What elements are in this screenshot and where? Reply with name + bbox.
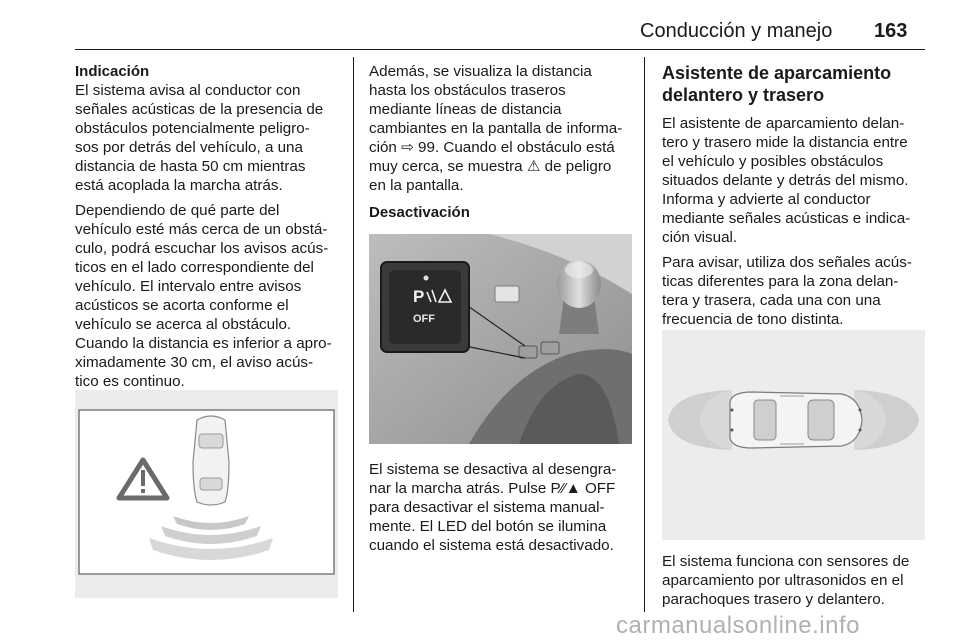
text-line: mediante señales acústicas e indica-: [662, 210, 911, 227]
text-line: El sistema se desactiva al desengra-: [369, 461, 617, 478]
gear-shift-knob: [557, 260, 601, 334]
paragraph: [662, 114, 930, 247]
text-line: situados delante y detrás del mismo.: [662, 172, 909, 189]
section-heading-asistente: [662, 62, 930, 106]
text-line: vehículo esté más cerca de un obstá-: [75, 221, 328, 238]
text-line: ticas diferentes para la zona delan-: [662, 273, 899, 290]
heading-line: Asistente de aparcamiento: [662, 63, 892, 83]
paragraph: [662, 253, 930, 329]
column-3-lower: [662, 552, 930, 615]
page-number: 163: [874, 20, 908, 42]
text-line: Además, se visualiza la distancia: [369, 63, 592, 80]
running-header-title: Conducción y manejo: [640, 20, 833, 42]
text-line: para desactivar el sistema manual-: [369, 499, 605, 516]
text-line: distancia de hasta 50 cm mientras: [75, 158, 306, 175]
text-line: muy cerca, se muestra ⚠ de peligro: [369, 158, 612, 175]
text-line: tico es continuo.: [75, 373, 185, 390]
text-line: vehículo se acerca al obstáculo.: [75, 316, 292, 333]
text-line: frecuencia de tono distinta.: [662, 311, 844, 328]
paragraph: [369, 460, 637, 555]
car-topview-icon: [193, 416, 229, 505]
paragraph: [369, 62, 637, 195]
section-heading-indicacion: Indicación: [75, 63, 150, 80]
text-line: mediante líneas de distancia: [369, 101, 562, 118]
text-line: Dependiendo de qué parte del: [75, 202, 280, 219]
text-line: está acoplada la marcha atrás.: [75, 177, 283, 194]
text-line: ximadamente 30 cm, el aviso acús-: [75, 354, 314, 371]
text-line: culo, podrá escuchar los avisos acús-: [75, 240, 329, 257]
text-line: vehículo. El intervalo entre avisos: [75, 278, 302, 295]
section-heading-desactivacion: Desactivación: [369, 204, 470, 221]
text-line: Informa y advierte al conductor: [662, 191, 871, 208]
text-line: obstáculos potencialmente peligro-: [75, 120, 310, 137]
text-line: mente. El LED del botón se ilumina: [369, 518, 607, 535]
text-line: El sistema funciona con sensores de: [662, 553, 910, 570]
figure-rear-warning-display: [75, 390, 338, 598]
figure-console-button: [369, 234, 632, 444]
paragraph: [75, 201, 345, 391]
text-line: sos por detrás del vehículo, a una: [75, 139, 303, 156]
text-line: Para avisar, utiliza dos señales acús-: [662, 254, 912, 271]
column-divider: [644, 57, 645, 612]
paragraph: [75, 81, 345, 195]
heading-line: delantero y trasero: [662, 85, 825, 105]
text-line: cambiantes en la pantalla de informa-: [369, 120, 623, 137]
text-line: el vehículo y posibles obstáculos: [662, 153, 884, 170]
header-rule: [75, 49, 925, 50]
column-divider: [353, 57, 354, 612]
column-3: [662, 62, 930, 335]
paragraph: [662, 552, 930, 609]
svg-text:P: P: [413, 287, 425, 306]
column-2-lower: [369, 460, 637, 561]
text-line: nar la marcha atrás. Pulse P⁄⁄▲ OFF: [369, 480, 616, 497]
car-topview-icon: [730, 392, 862, 448]
figure-front-rear-zones: [662, 330, 925, 540]
off-label: OFF: [413, 313, 435, 325]
text-line: tera y trasera, cada una con una: [662, 292, 881, 309]
park-assist-button-inset: [381, 262, 469, 352]
text-line: El sistema avisa al conductor con: [75, 82, 301, 99]
text-line: tero y trasero mide la distancia entre: [662, 134, 908, 151]
text-line: aparcamiento por ultrasonidos en el: [662, 572, 904, 589]
text-line: parachoques trasero y delantero.: [662, 591, 885, 608]
text-line: Cuando la distancia es inferior a apro-: [75, 335, 332, 352]
text-line: El asistente de aparcamiento delan-: [662, 115, 905, 132]
text-line: ción visual.: [662, 229, 738, 246]
text-line: acústicos se acorta conforme el: [75, 297, 289, 314]
text-line: señales acústicas de la presencia de: [75, 101, 324, 118]
text-line: ción ⇨ 99. Cuando el obstáculo está: [369, 139, 615, 156]
text-line: ticos en el lado correspondiente del: [75, 259, 314, 276]
text-line: en la pantalla.: [369, 177, 464, 194]
text-line: cuando el sistema está desactivado.: [369, 537, 614, 554]
column-2: [369, 62, 637, 222]
watermark: carmanualsonline.info: [616, 612, 860, 639]
text-line: hasta los obstáculos traseros: [369, 82, 566, 99]
column-1: [75, 62, 345, 397]
